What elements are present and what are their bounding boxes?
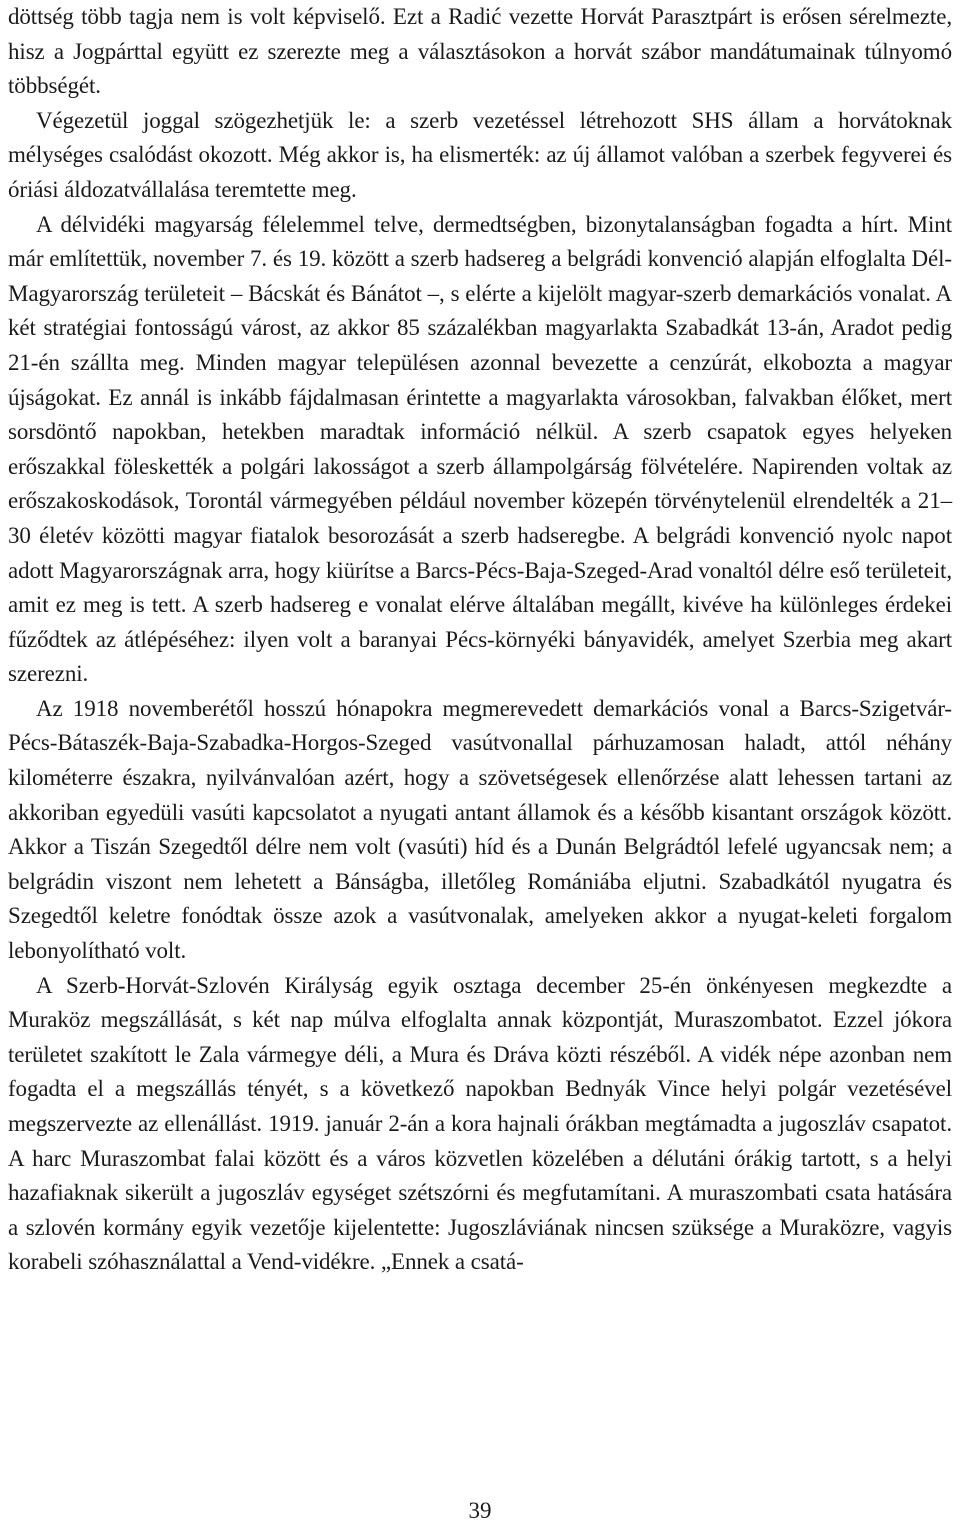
paragraph-demarcation-line: Az 1918 novemberétől hosszú hónapokra megmerevedett demarkációs vonal a Barcs-Szigetvár-Pécs-Bátaszék-Baja-Szabadka-Horgos-Szeged vasútvonallal párhuzamosan haladt, attól néhány kilométerre északra, nyilvánvalóan azért, hogy a szövetségesek ellenőrzése alatt lehessen tartani az akkoriban egyedüli vasúti kapcsolatot a nyugati antant államok és a később kisantant országok között. Akkor a Tiszán Szegedtől délre nem volt (vasúti) híd és a Dunán Belgrádtól lefelé ugyancsak nem; a belgrádin viszont nem lehetett a Bánságba, illetőleg Romániába eljutni. Szabadkától nyugatra és Szegedtől keletre fonódtak össze azok a vasútvonalak, amelyeken akkor a nyugat-keleti forgalom lebonyolítható volt.: [8, 695, 952, 964]
paragraph-continuation: döttség több tagja nem is volt képviselő. Ezt a Radić vezette Horvát Parasztpárt is erősen sérelmezte, hisz a Jogpárttal együtt ez szerezte meg a választásokon a horvát szábor mandátumainak túlnyomó többségét.: [8, 4, 952, 99]
paragraph-murakoz-occupation: A Szerb-Horvát-Szlovén Királyság egyik osztaga december 25-én önkényesen megkezdte a Muraköz megszállását, s két nap múlva elfoglalta annak központját, Muraszombatot. Ezzel jókora területet szakított le Zala vármegye déli, a Mura és Dráva közti részéből. A vidék népe azonban nem fogadta el a megszállás tényét, s a következő napokban Bednyák Vince helyi polgár vezetésével megszervezte az ellenállást. 1919. január 2-án a kora hajnali órákban megtámadta a jugoszláv csapatot. A harc Muraszombat falai között és a város közvetlen közelében a délutáni órákig tartott, s a helyi hazafiaknak sikerült a jugoszláv egységet szétszórni és megfutamítani. A muraszombati csata hatására a szlovén kormány egyik vezetője kijelentette: Jugoszláviának nincsen szüksége a Muraközre, vagyis korabeli szóhasználattal a Vend-vidékre. „Ennek a csatá-: [8, 972, 952, 1275]
paragraph-southern-hungarians: A délvidéki magyarság félelemmel telve, dermedtségben, bizonytalanságban fogadta a hírt. Mint már említettük, november 7. és 19. között a szerb hadsereg a belgrádi konvenció alapján elfoglalta Dél-Magyarország területeit – Bácskát és Bánátot –, s elérte a kijelölt magyar-szerb demarkációs vonalat. A két stratégiai fontosságú várost, az akkor 85 százalékban magyarlakta Szabadkát 13-án, Aradot pedig 21-én szállta meg. Minden magyar településen azonnal bevezette a cenzúrát, elkobozta a magyar újságokat. Ez annál is inkább fájdalmasan érintette a magyarlakta városokban, falvakban élőket, mert sorsdöntő napokban, hetekben maradtak információ nélkül. A szerb csapatok egyes helyeken erőszakkal föleskették a polgári lakosságot a szerb állampolgárság fölvételére. Napirenden voltak az erőszakoskodások, Torontál vármegyében például november közepén törvénytelenül elrendelték a 21–30 életév közötti magyar fiatalok besorozását a szerb hadseregbe. A belgrádi konvenció nyolc napot adott Magyarországnak arra, hogy kiürítse a Barcs-Pécs-Baja-Szeged-Arad vonaltól délre eső területeit, amit ez meg is tett. A szerb hadsereg e vonalat elérve általában megállt, kivéve ha különleges érdekei fűződtek az átlépéséhez: ilyen volt a baranyai Pécs-környéki bányavidék, amelyet Szerbia meg akart szerezni.: [8, 211, 952, 687]
document-page: [8, 0, 952, 1280]
page-number: 39: [468, 1498, 492, 1523]
paragraph-croatian-disappointment: Végezetül joggal szögezhetjük le: a szerb vezetéssel létrehozott SHS állam a horvátoknak mélységes csalódást okozott. Még akkor is, ha elismerték: az új államot valóban a szerbek fegyverei és óriási áldozatvállalása teremtette meg.: [8, 107, 952, 202]
